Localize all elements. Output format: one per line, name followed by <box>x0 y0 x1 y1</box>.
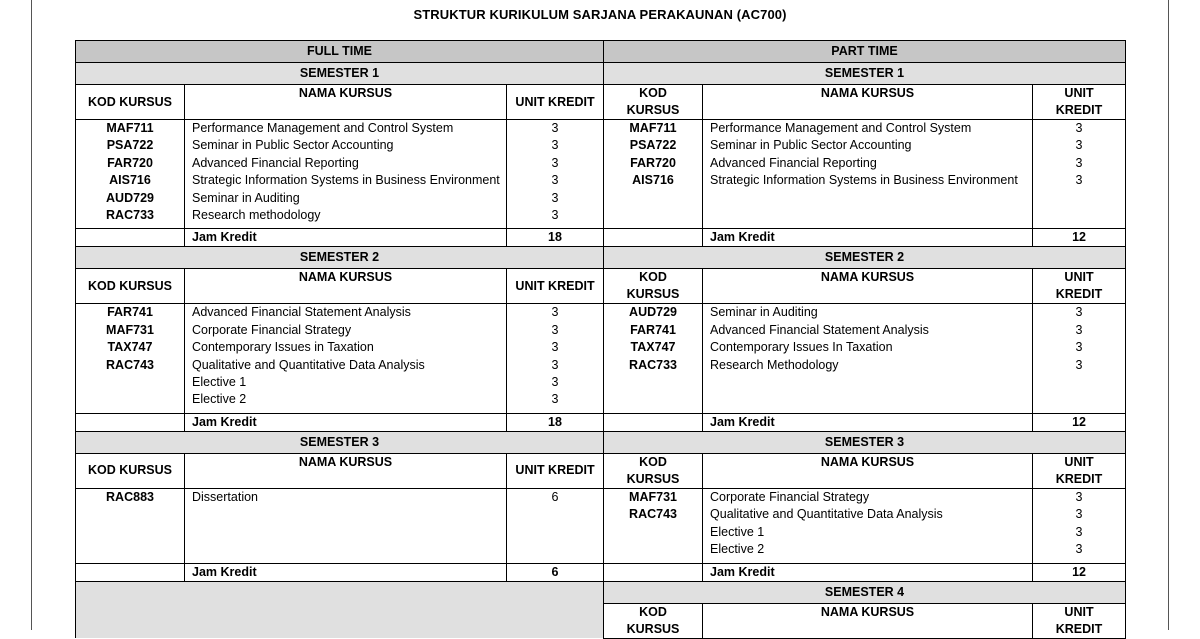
list-item: TAX747 <box>630 340 676 355</box>
pt-total-label: Jam Kredit <box>703 563 1033 581</box>
list-item: 3 <box>1075 507 1083 522</box>
list-item: 3 <box>551 392 559 407</box>
ft-name-header: NAMA KURSUS <box>185 269 507 304</box>
ft-total-label: Jam Kredit <box>185 229 507 247</box>
ft-name-header: NAMA KURSUS <box>185 453 507 488</box>
curriculum-table <box>75 40 1126 639</box>
list-item: 3 <box>1075 357 1083 372</box>
pt-code-header-line2: KURSUS <box>626 287 680 302</box>
list-item: MAF711 <box>106 121 154 135</box>
list-item: Elective 2 <box>710 542 765 557</box>
list-item: Qualitative and Quantitative Data Analysis <box>192 357 425 372</box>
pt-semester-3-label: SEMESTER 3 <box>604 431 1126 453</box>
list-item: Seminar in Public Sector Accounting <box>192 138 394 153</box>
list-item: 3 <box>1075 524 1083 539</box>
ft-unit-header: UNIT KREDIT <box>507 453 604 488</box>
list-item: 3 <box>1075 542 1083 557</box>
list-item: 3 <box>551 173 559 188</box>
pt-unit-header <box>1033 453 1126 488</box>
pt-unit-header-line2: KREDIT <box>1055 471 1103 486</box>
list-item: 3 <box>551 121 559 135</box>
empty-cell <box>76 413 185 431</box>
ft-semester-1-label: SEMESTER 1 <box>76 63 604 85</box>
ft-total-label: Jam Kredit <box>185 413 507 431</box>
pt-code-header-line2: KURSUS <box>626 621 680 636</box>
list-item: AUD729 <box>106 190 154 205</box>
course-codes <box>76 120 185 229</box>
pt-name-header: NAMA KURSUS <box>703 85 1033 120</box>
list-item: 3 <box>551 375 559 390</box>
list-item: Qualitative and Quantitative Data Analysis <box>710 507 943 522</box>
list-item: FAR741 <box>630 322 676 337</box>
list-item: 3 <box>1075 340 1083 355</box>
list-item: 3 <box>1075 138 1083 153</box>
pt-unit-header-line2: KREDIT <box>1055 103 1103 117</box>
pt-unit-header <box>1033 603 1126 638</box>
course-codes <box>604 488 703 563</box>
list-item: FAR720 <box>107 155 153 170</box>
total-row <box>76 413 1126 431</box>
list-item: 6 <box>551 489 559 504</box>
course-units <box>1033 120 1126 229</box>
list-item: Strategic Information Systems in Business Environment <box>192 173 500 188</box>
course-units <box>1033 304 1126 413</box>
pt-code-header <box>604 269 703 304</box>
pt-code-header-line1: KOD <box>639 454 667 469</box>
list-item: Contemporary Issues in Taxation <box>192 340 374 355</box>
course-names <box>703 120 1033 229</box>
list-item: Research Methodology <box>710 357 839 372</box>
semester-row <box>76 247 1126 269</box>
list-item: Corporate Financial Strategy <box>710 489 870 504</box>
ft-unit-header: UNIT KREDIT <box>507 85 604 120</box>
ft-code-header: KOD KURSUS <box>76 85 185 120</box>
pt-total-label: Jam Kredit <box>703 413 1033 431</box>
list-item: 3 <box>1075 121 1083 135</box>
pt-total-label: Jam Kredit <box>703 229 1033 247</box>
ft-total-value: 6 <box>507 563 604 581</box>
list-item: Advanced Financial Reporting <box>192 155 359 170</box>
list-item: PSA722 <box>629 138 677 153</box>
total-row <box>76 229 1126 247</box>
pt-semester-1-label: SEMESTER 1 <box>604 63 1126 85</box>
total-row <box>76 563 1126 581</box>
list-item: Elective 1 <box>710 524 765 539</box>
list-item: Advanced Financial Statement Analysis <box>192 305 411 320</box>
column-header-row <box>76 85 1126 120</box>
pt-name-header: NAMA KURSUS <box>703 269 1033 304</box>
pt-unit-header-line1: UNIT <box>1064 270 1094 285</box>
pt-code-header-line2: KURSUS <box>626 103 680 117</box>
document-title: STRUKTUR KURIKULUM SARJANA PERAKAUNAN (AC700) <box>413 7 787 22</box>
list-item: Performance Management and Control System <box>710 121 972 135</box>
column-header-row <box>76 453 1126 488</box>
course-codes <box>76 304 185 413</box>
list-item: 3 <box>551 190 559 205</box>
list-item: 3 <box>1075 322 1083 337</box>
ft-empty-block <box>76 581 604 638</box>
list-item: RAC743 <box>106 357 154 372</box>
ft-total-label: Jam Kredit <box>185 563 507 581</box>
list-item: MAF711 <box>629 121 677 135</box>
course-names <box>185 304 507 413</box>
column-header-row <box>76 269 1126 304</box>
list-item: Advanced Financial Statement Analysis <box>710 322 929 337</box>
list-item: FAR741 <box>107 305 153 320</box>
course-codes <box>76 488 185 563</box>
ft-total-value: 18 <box>507 229 604 247</box>
pt-unit-header-line2: KREDIT <box>1055 287 1103 302</box>
ft-semester-3-label: SEMESTER 3 <box>76 431 604 453</box>
pt-code-header-line1: KOD <box>639 270 667 285</box>
pt-semester-2-label: SEMESTER 2 <box>604 247 1126 269</box>
list-item: Seminar in Auditing <box>710 305 818 320</box>
list-item: 3 <box>551 340 559 355</box>
semester-row <box>76 431 1126 453</box>
pt-unit-header-line2: KREDIT <box>1055 621 1103 636</box>
list-item: 3 <box>1075 489 1083 504</box>
course-names <box>185 120 507 229</box>
pt-unit-header-line1: UNIT <box>1064 86 1094 100</box>
list-item: RAC883 <box>106 489 154 504</box>
page-right-border <box>1168 0 1169 630</box>
list-item: 3 <box>551 357 559 372</box>
list-item: 3 <box>551 305 559 320</box>
study-mode-row <box>76 41 1126 63</box>
list-item: RAC733 <box>106 208 154 223</box>
pt-code-header <box>604 453 703 488</box>
pt-unit-header <box>1033 85 1126 120</box>
empty-cell <box>604 413 703 431</box>
ft-unit-header: UNIT KREDIT <box>507 269 604 304</box>
empty-cell <box>76 563 185 581</box>
pt-semester-4-label: SEMESTER 4 <box>604 581 1126 603</box>
list-item: PSA722 <box>106 138 154 153</box>
pt-code-header <box>604 85 703 120</box>
pt-unit-header-line1: UNIT <box>1064 454 1094 469</box>
list-item: MAF731 <box>629 489 677 504</box>
list-item: RAC743 <box>629 507 677 522</box>
course-units <box>507 120 604 229</box>
course-names <box>703 304 1033 413</box>
pt-name-header: NAMA KURSUS <box>703 453 1033 488</box>
list-item: Elective 2 <box>192 392 247 407</box>
list-item: FAR720 <box>630 155 676 170</box>
list-item: Contemporary Issues In Taxation <box>710 340 893 355</box>
empty-cell <box>604 563 703 581</box>
ft-code-header: KOD KURSUS <box>76 453 185 488</box>
list-item: Advanced Financial Reporting <box>710 155 877 170</box>
course-codes <box>604 120 703 229</box>
pt-unit-header <box>1033 269 1126 304</box>
empty-cell <box>76 229 185 247</box>
semester-row <box>76 63 1126 85</box>
pt-name-header: NAMA KURSUS <box>703 603 1033 638</box>
course-units <box>1033 488 1126 563</box>
ft-semester-2-label: SEMESTER 2 <box>76 247 604 269</box>
list-item: TAX747 <box>107 340 153 355</box>
pt-total-value: 12 <box>1033 563 1126 581</box>
course-list-row <box>76 304 1126 413</box>
course-units <box>507 304 604 413</box>
course-codes <box>604 304 703 413</box>
list-item: Dissertation <box>192 489 258 504</box>
list-item: Strategic Information Systems in Business Environment <box>710 173 1018 188</box>
list-item: 3 <box>551 138 559 153</box>
list-item: RAC733 <box>629 357 677 372</box>
pt-unit-header-line1: UNIT <box>1064 604 1094 619</box>
ft-name-header: NAMA KURSUS <box>185 85 507 120</box>
list-item: Seminar in Public Sector Accounting <box>710 138 912 153</box>
course-list-row <box>76 488 1126 563</box>
list-item: Performance Management and Control System <box>192 121 454 135</box>
full-time-heading: FULL TIME <box>76 41 604 63</box>
list-item: 3 <box>1075 155 1083 170</box>
list-item: AIS716 <box>109 173 151 188</box>
pt-total-value: 12 <box>1033 229 1126 247</box>
list-item: Corporate Financial Strategy <box>192 322 352 337</box>
course-names <box>703 488 1033 563</box>
empty-cell <box>604 229 703 247</box>
list-item: 3 <box>551 208 559 223</box>
list-item: 3 <box>551 155 559 170</box>
page-left-border <box>31 0 32 630</box>
part-time-heading: PART TIME <box>604 41 1126 63</box>
list-item: Research methodology <box>192 208 321 223</box>
list-item: Elective 1 <box>192 375 247 390</box>
list-item: 3 <box>1075 173 1083 188</box>
list-item: AUD729 <box>629 305 677 320</box>
course-list-row <box>76 120 1126 229</box>
pt-code-header-line1: KOD <box>639 604 667 619</box>
pt-code-header-line1: KOD <box>639 86 667 100</box>
list-item: 3 <box>551 322 559 337</box>
pt-total-value: 12 <box>1033 413 1126 431</box>
list-item: 3 <box>1075 305 1083 320</box>
pt-code-header <box>604 603 703 638</box>
list-item: AIS716 <box>632 173 674 188</box>
semester-row <box>76 581 1126 603</box>
list-item: MAF731 <box>106 322 154 337</box>
pt-code-header-line2: KURSUS <box>626 471 680 486</box>
course-names <box>185 488 507 563</box>
course-units <box>507 488 604 563</box>
ft-total-value: 18 <box>507 413 604 431</box>
list-item: Seminar in Auditing <box>192 190 300 205</box>
ft-code-header: KOD KURSUS <box>76 269 185 304</box>
